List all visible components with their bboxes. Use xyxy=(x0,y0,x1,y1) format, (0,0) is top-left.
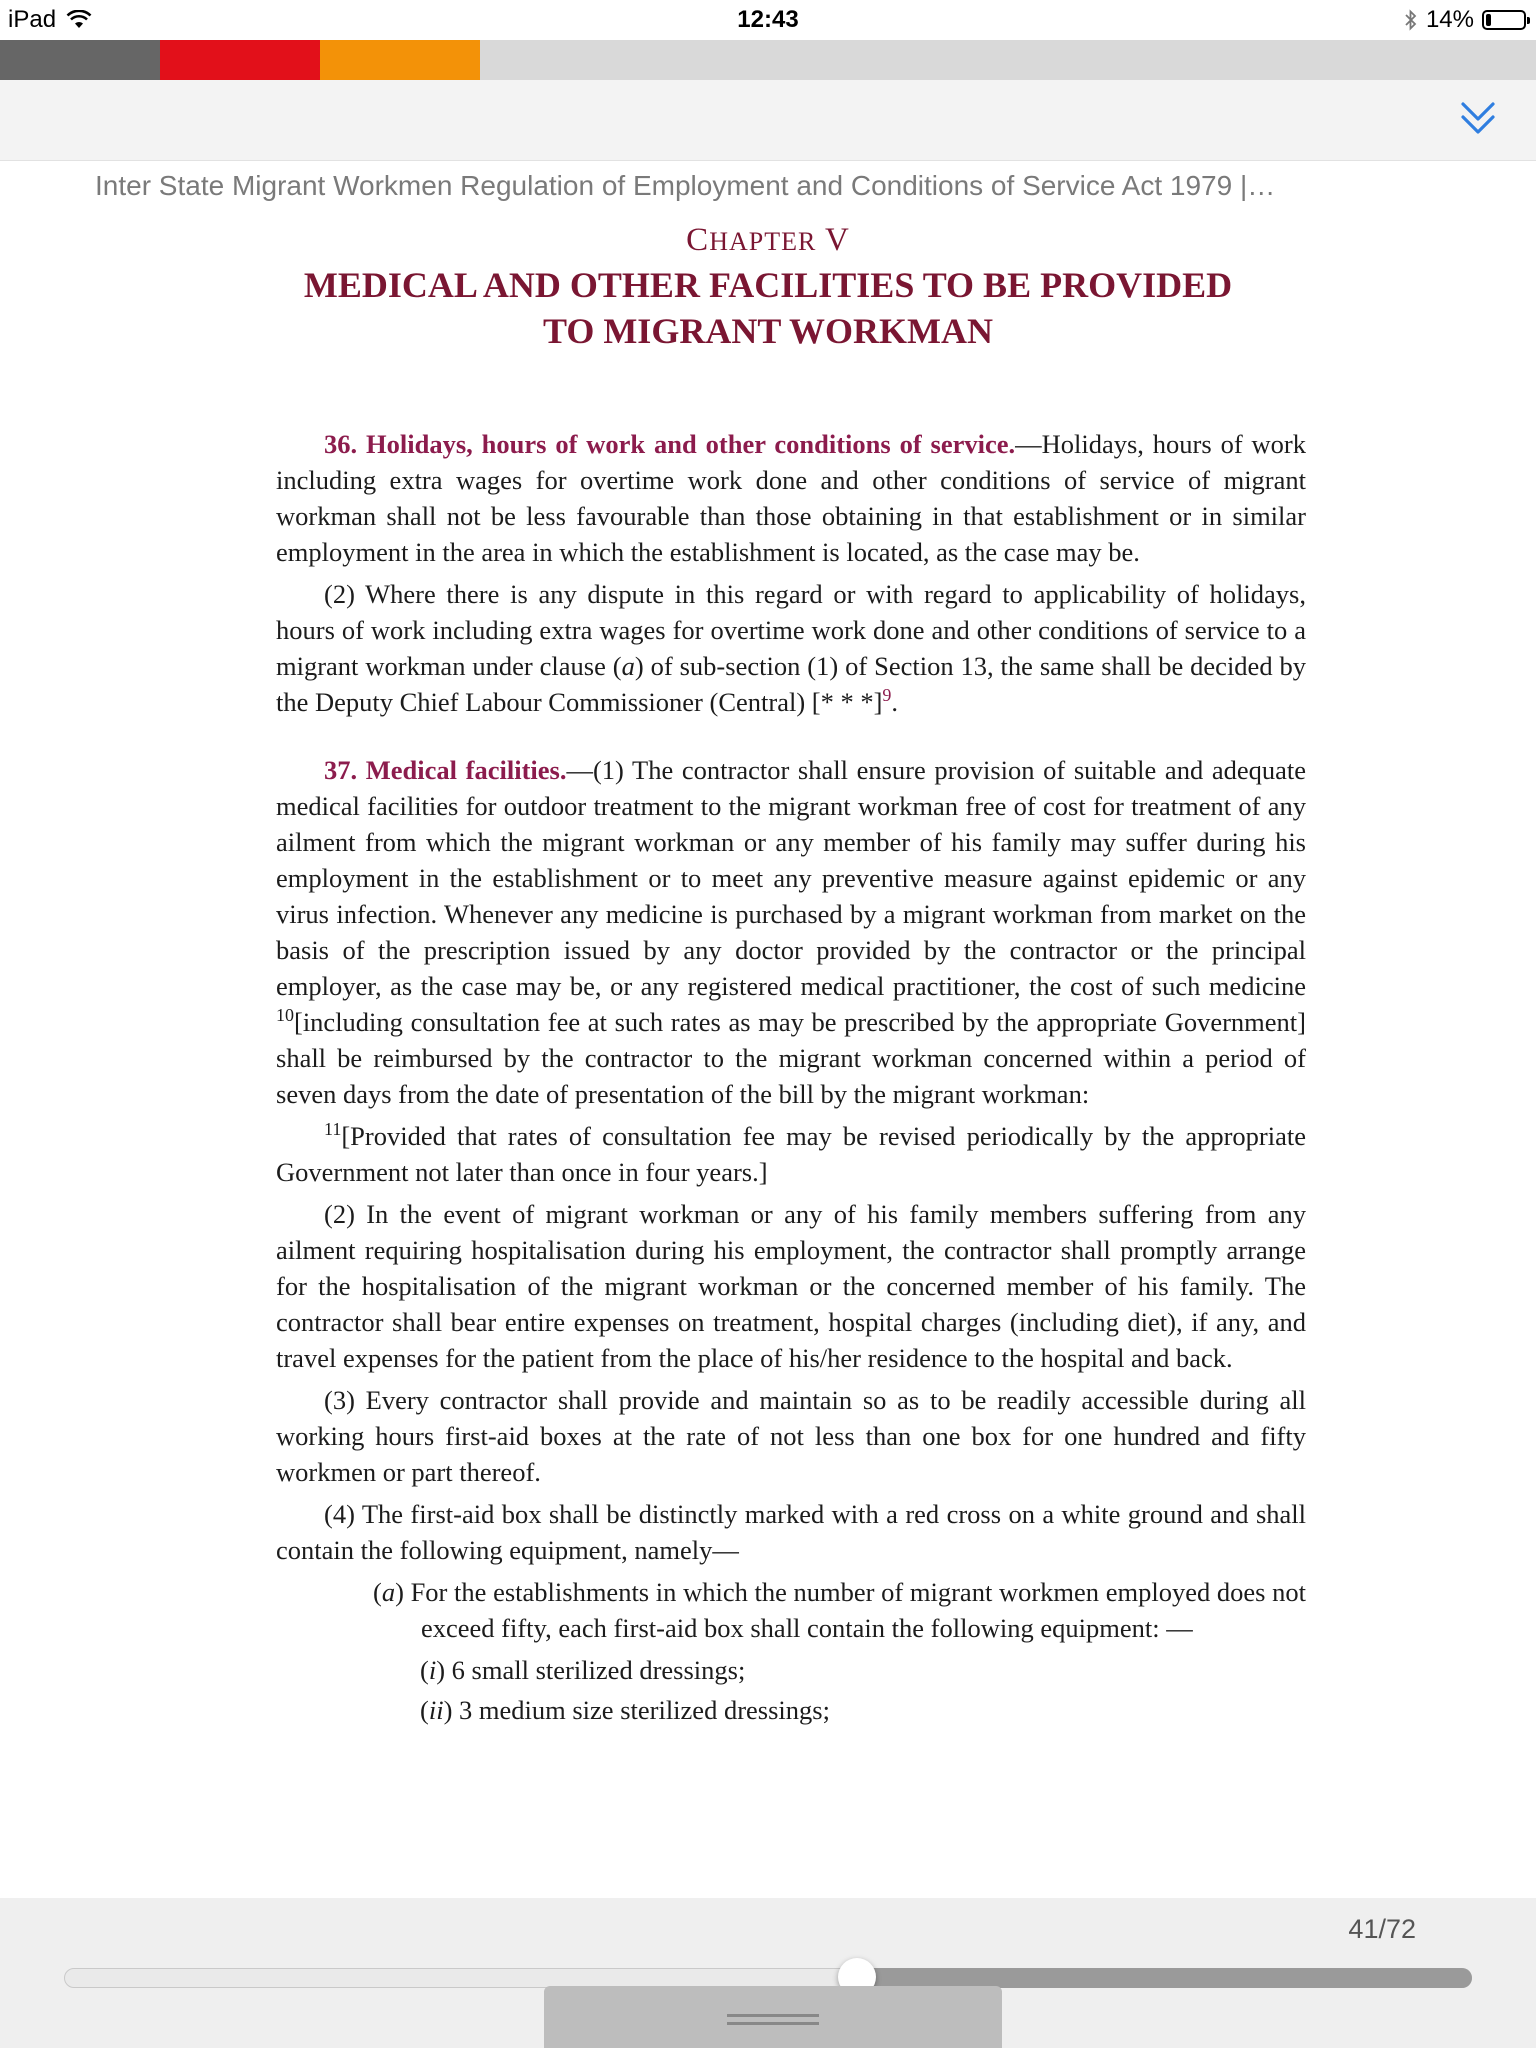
section-36-heading: 36. Holidays, hours of work and other conditions of service. xyxy=(324,429,1016,459)
chapter-label xyxy=(0,222,1536,259)
drawer-handle[interactable] xyxy=(544,1986,1002,2048)
section-37-proviso-text: [Provided that rates of consultation fee may be revised periodically by the appropriate Government not later than once in four years.] xyxy=(276,1121,1306,1187)
item-i-text: 6 small sterilized dressings; xyxy=(445,1655,746,1685)
reader-toolbar xyxy=(0,80,1536,161)
clause-a-text: For the establishments in which the number of migrant workmen employed does not exceed fifty, each first-aid box shall contain the following equipment: — xyxy=(403,1577,1306,1643)
footnote-10-link[interactable]: 10 xyxy=(276,1005,294,1026)
item-ii: (ii) 3 medium size sterilized dressings; xyxy=(420,1695,830,1725)
grip-line-icon xyxy=(727,2014,819,2017)
collapse-toolbar-button[interactable] xyxy=(1450,92,1506,148)
status-bar xyxy=(0,0,1536,40)
section-37-heading: 37. Medical facilities. xyxy=(324,755,567,785)
chapter-label-number: V xyxy=(816,222,850,258)
device-label: iPad xyxy=(8,6,57,33)
page-slider[interactable] xyxy=(64,1968,1472,1988)
section-37-para-3: (3) Every contractor shall provide and maintain so as to be readily accessible during all working hours first-aid boxes at the rate of not less than one box for one hundred and fifty workmen or part thereof. xyxy=(276,1385,1306,1487)
section-36 xyxy=(276,426,1306,720)
section-37-para-4: (4) The first-aid box shall be distinctly marked with a red cross on a white ground and shall contain the following equipment, namely— xyxy=(276,1499,1306,1565)
document-title: Inter State Migrant Workmen Regulation of Employment and Conditions of Service Act 1979 |… xyxy=(95,170,1276,201)
footnote-11-link[interactable]: 11 xyxy=(324,1119,342,1140)
page-indicator: 41/72 xyxy=(1348,1914,1416,1944)
grip-line-icon xyxy=(727,2022,819,2025)
strip-segment-gray xyxy=(0,40,160,80)
battery-level xyxy=(1486,14,1491,26)
clock: 12:43 xyxy=(737,6,799,33)
section-37-proviso xyxy=(276,1118,1306,1190)
chapter-label-word: HAPTER xyxy=(709,227,817,256)
document-page xyxy=(0,160,1536,1900)
item-i-label: i xyxy=(428,1655,437,1685)
section-37-para-1 xyxy=(276,752,1306,1112)
clause-a: (a) For the establishments in which the number of migrant workmen employed does not exceed fifty, each first-aid box shall contain the following equipment: — xyxy=(373,1577,1306,1643)
section-36-para-1 xyxy=(276,426,1306,570)
color-strip xyxy=(0,40,1536,80)
section-37-para-2: (2) In the event of migrant workman or any of his family members suffering from any ailment requiring hospitalisation during his employment, the contractor shall promptly arrange for the hospitalisation of the migrant workman or the concerned member of his family. The contractor shall bear entire expenses on treatment, hospital charges (including diet), if any, and travel expenses for the patient from the place of his/her residence to the hospital and back. xyxy=(276,1199,1306,1373)
strip-segment-red xyxy=(160,40,320,80)
status-right xyxy=(1404,6,1526,34)
chapter-title-line-1: MEDICAL AND OTHER FACILITIES TO BE PROVIDED xyxy=(303,265,1233,305)
section-36-text-1: —Holidays, hours of work including extra wages for overtime work done and other conditions of service of migrant workman shall not be less favourable than those obtaining in that establishment or in similar employment in the area in which the establishment is located, as the case may be. xyxy=(276,429,1306,567)
footnote-9-link[interactable]: 9 xyxy=(882,685,892,706)
chapter-title xyxy=(0,262,1536,354)
section-37-text-1b: [including consultation fee at such rates as may be prescribed by the appropriate Government] shall be reimbursed by the contractor to the migrant workman concerned within a period of seven days from the date of presentation of the bill by the migrant workman: xyxy=(276,1007,1306,1109)
strip-segment-orange xyxy=(320,40,480,80)
section-36-text-2a: (2) Where there is any dispute in this regard or with regard to applicability of holidays, hours of work including extra wages for overtime work done and other conditions of service to a migrant workman under clause ( xyxy=(276,579,1306,681)
item-i: (i) 6 small sterilized dressings; xyxy=(420,1655,746,1685)
battery-percent: 14% xyxy=(1425,6,1474,33)
item-ii-text: 3 medium size sterilized dressings; xyxy=(452,1695,830,1725)
bluetooth-icon xyxy=(1404,9,1418,31)
section-37-text-1a: —(1) The contractor shall ensure provision of suitable and adequate medical facilities for outdoor treatment to the migrant workman free of cost for treatment of any ailment from which the migrant workman or any member of his family may suffer during his employment in the establishment or to meet any preventive measure against epidemic or any virus infection. Whenever any medicine is purchased by a migrant workman from market on the basis of the prescription issued by any doctor provided by the contractor or the principal employer, as the case may be, or any registered medical practitioner, the cost of such medicine xyxy=(276,755,1306,1001)
section-36-text-2b: ) of sub-section (1) of Section 13, the same shall be decided by the Deputy Chief Labour Commissioner (Central) [* * *] xyxy=(276,651,1306,717)
section-36-end: . xyxy=(891,687,899,717)
item-ii-label: ii xyxy=(428,1695,444,1725)
section-36-clause: a xyxy=(621,651,635,681)
clause-a-label: a xyxy=(381,1577,396,1607)
battery-icon xyxy=(1482,10,1526,30)
page-slider-remaining xyxy=(857,1968,1472,1988)
section-36-para-2 xyxy=(276,576,1306,720)
chapter-label-initial: C xyxy=(686,222,710,258)
section-37 xyxy=(276,752,1306,1728)
chapter-title-line-2: TO MIGRANT WORKMAN xyxy=(542,311,994,351)
double-chevron-down-icon xyxy=(1450,92,1506,148)
